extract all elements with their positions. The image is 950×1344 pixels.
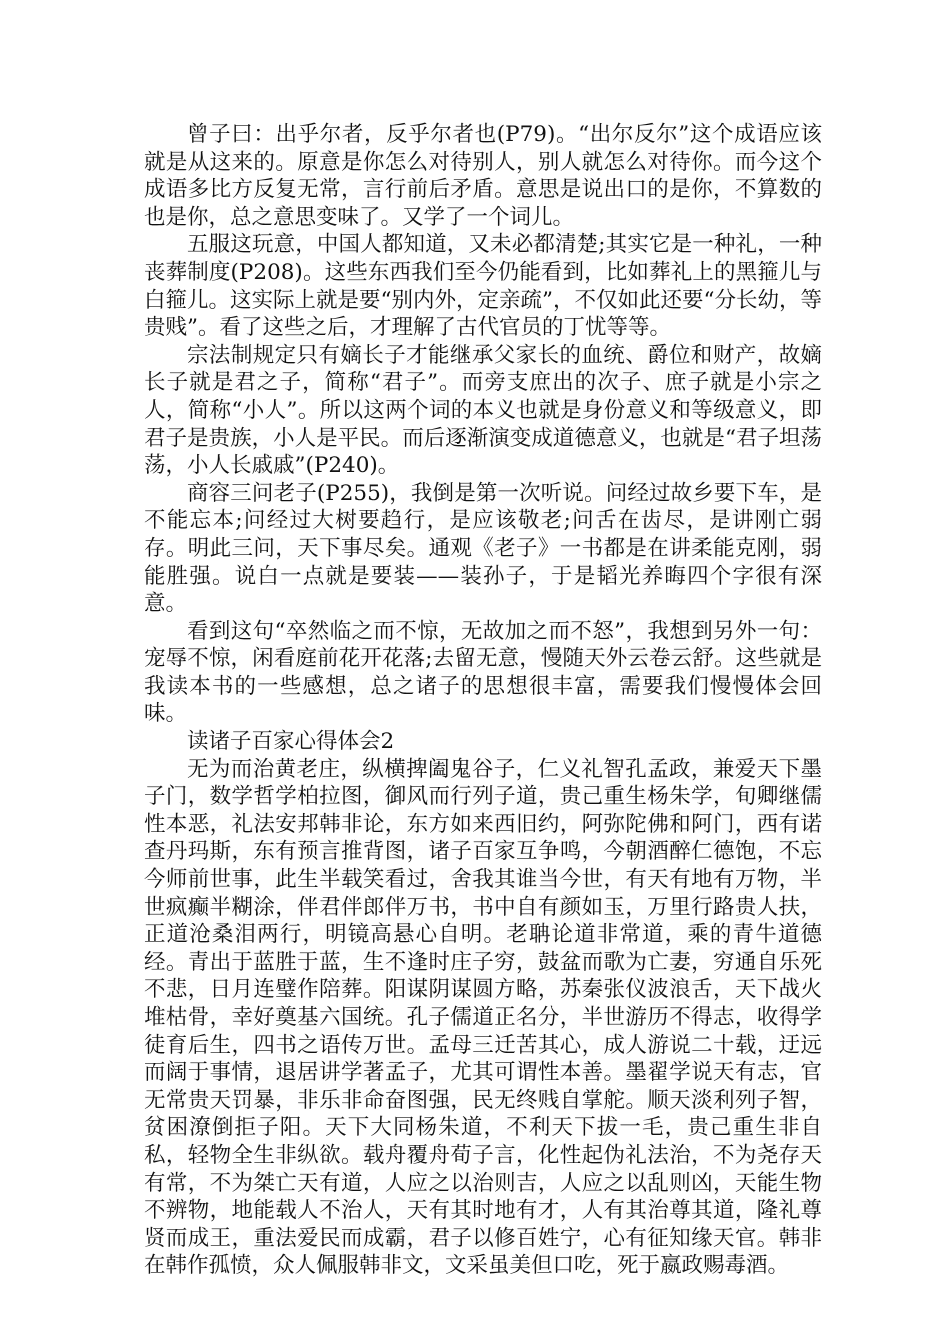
paragraph-zong-fa-zhi: 宗法制规定只有嫡长子才能继承父家长的血统、爵位和财产，故嫡长子就是君之子，简称“君子”。而旁支庶出的次子、庶子就是小宗之人，简称“小人”。所以这两个词的本义也就是身份意义和等级意义，即君子是贵族，小人是平民。而后逐渐演变成道德意义，也就是“君子坦荡荡，小人长戚戚”(P240)。	[144, 342, 822, 479]
paragraph-poem: 无为而治黄老庄，纵横捭阖鬼谷子，仁义礼智孔孟政，兼爱天下墨子门，数学哲学柏拉图，御风而行列子道，贵己重生杨朱学，旬卿继儒性本恶，礼法安邦韩非论，东方如来西旧约，阿弥陀佛和阿门，西有诺查丹玛斯，东有预言推背图，诸子百家互争鸣，今朝酒醉仁德饱，不忘今师前世事，此生半载笑看过，舍我其谁当今世，有天有地有万物，半世疯癫半糊涂，伴君伴郎伴万书，书中自有颜如玉，万里行路贵人扶，正道沧桑泪两行，明镜高悬心自明。老聃论道非常道，乘的青牛道德经。青出于蓝胜于蓝，生不逢时庄子穷，鼓盆而歌为亡妻，穷通自乐死不悲，日月连璧作陪葬。阳谋阴谋圆方略，苏秦张仪波浪舌，天下战火堆枯骨，幸好奠基六国统。孔子儒道正名分，半世游历不得志，收得学徒育后生，四书之语传万世。孟母三迁苦其心，成人游说二十载，迂远而阔于事情，退居讲学著孟子，尤其可谓性本善。墨翟学说天有志，官无常贵天罚暴，非乐非命奋图强，民无终贱自掌舵。顺天淡利列子智，贫困潦倒拒子阳。天下大同杨朱道，不利天下拔一毛，贵己重生非自私，轻物全生非纵欲。载舟覆舟荀子言，化性起伪礼法治，不为尧存天有常，不为桀亡天有道，人应之以治则吉，人应之以乱则凶，天能生物不辨物，地能载人不治人，天有其时地有才，人有其治尊其道，隆礼尊贤而成王，重法爱民而成霸，君子以修百姓宁，心有征知缘天官。韩非在韩作孤愤，众人佩服韩非文，文采虽美但口吃，死于嬴政赐毒酒。	[144, 756, 822, 1279]
paragraph-wu-fu: 五服这玩意，中国人都知道，又未必都清楚;其实它是一种礼，一种丧葬制度(P208)。这些东西我们至今仍能看到，比如葬礼上的黑箍儿与白箍儿。这实际上就是要“别内外，定亲疏”，不仅如此还要“分长幼，等贵贱”。看了这些之后，才理解了古代官员的丁忧等等。	[144, 232, 822, 341]
document-page	[144, 121, 822, 1280]
paragraph-chu-er-fan-er: 曾子曰：出乎尔者，反乎尔者也(P79)。“出尔反尔”这个成语应该就是从这来的。原意是你怎么对待别人，别人就怎么对待你。而今这个成语多比方反复无常，言行前后矛盾。意思是说出口的是你，不算数的也是你，总之意思变味了。又学了一个词儿。	[144, 122, 822, 230]
section-title: 读诸子百家心得体会2	[187, 729, 395, 755]
paragraph-shang-rong: 商容三问老子(P255)，我倒是第一次听说。问经过故乡要下车，是不能忘本;问经过大树要趋行，是应该敬老;问舌在齿尽，是讲刚亡弱存。明此三问，天下事尽矣。通观《老子》一书都是在讲柔能克刚，弱能胜强。说白一点就是要装——装孙子，于是韬光养晦四个字很有深意。	[144, 480, 822, 617]
paragraph-chong-ru-bu-jing: 看到这句“卒然临之而不惊，无故加之而不怒”，我想到另外一句：宠辱不惊，闲看庭前花开花落;去留无意，慢随天外云卷云舒。这些就是我读本书的一些感想，总之诸子的思想很丰富，需要我们慢慢体会回味。	[144, 618, 822, 727]
